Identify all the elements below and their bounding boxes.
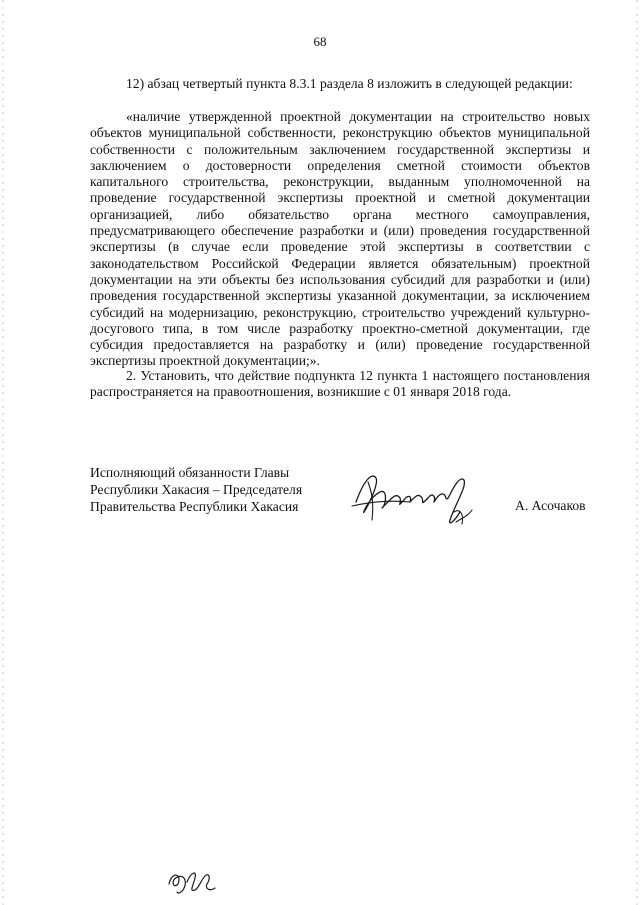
page-number: 68 — [313, 34, 327, 49]
paragraph-item-2: 2. Установить, что действие подпункта 12 пункта 1 настоящего постановления распространяется на правоотношения, возникшие с 01 января 2018 года. — [90, 368, 590, 400]
signatory-title-line-3: Правительства Республики Хакасия — [90, 499, 299, 514]
paragraph-item-12: 12) абзац четвертый пункта 8.3.1 раздела 8 изложить в следующей редакции: — [126, 76, 573, 91]
scan-margin-left — [2, 0, 4, 905]
scan-margin-right — [636, 0, 638, 905]
signatory-title — [90, 464, 302, 515]
signatory-title-line-2: Республики Хакасия – Председателя — [90, 482, 303, 497]
signature-icon — [350, 462, 490, 532]
paragraph-quoted-amendment: «наличие утвержденной проектной документации на строительство новых объектов муниципальной собственности, реконструкцию объектов муниципальной собственности с положительным заключением государственной экспертизы и заключением о достоверности определения сметной стоимости объектов капитального строительства, реконструкции, выданным уполномоченной на проведение государственной экспертизы проектной и сметной документации организацией, либо обязательство органа местного самоуправления, предусматривающего обеспечение разработки и (или) проведения государственной экспертизы (в случае если проведение этой экспертизы в соответствии с законодательством Российской Федерации является обязательным) проектной документации на эти объекты без использования субсидий для разработки и (или) проведения государственной экспертизы указанной документации, за исключением субсидий на модернизацию, реконструкцию, строительство учреждений культурно-досугового типа, в том числе разработку проектно-сметной документации, где субсидия предоставляется на разработку и (или) проведение государственной экспертизы проектной документации;». — [90, 109, 590, 369]
signatory-name: А. Асочаков — [515, 498, 586, 513]
initials-icon — [165, 862, 225, 898]
signatory-title-line-1: Исполняющий обязанности Главы — [90, 465, 290, 480]
